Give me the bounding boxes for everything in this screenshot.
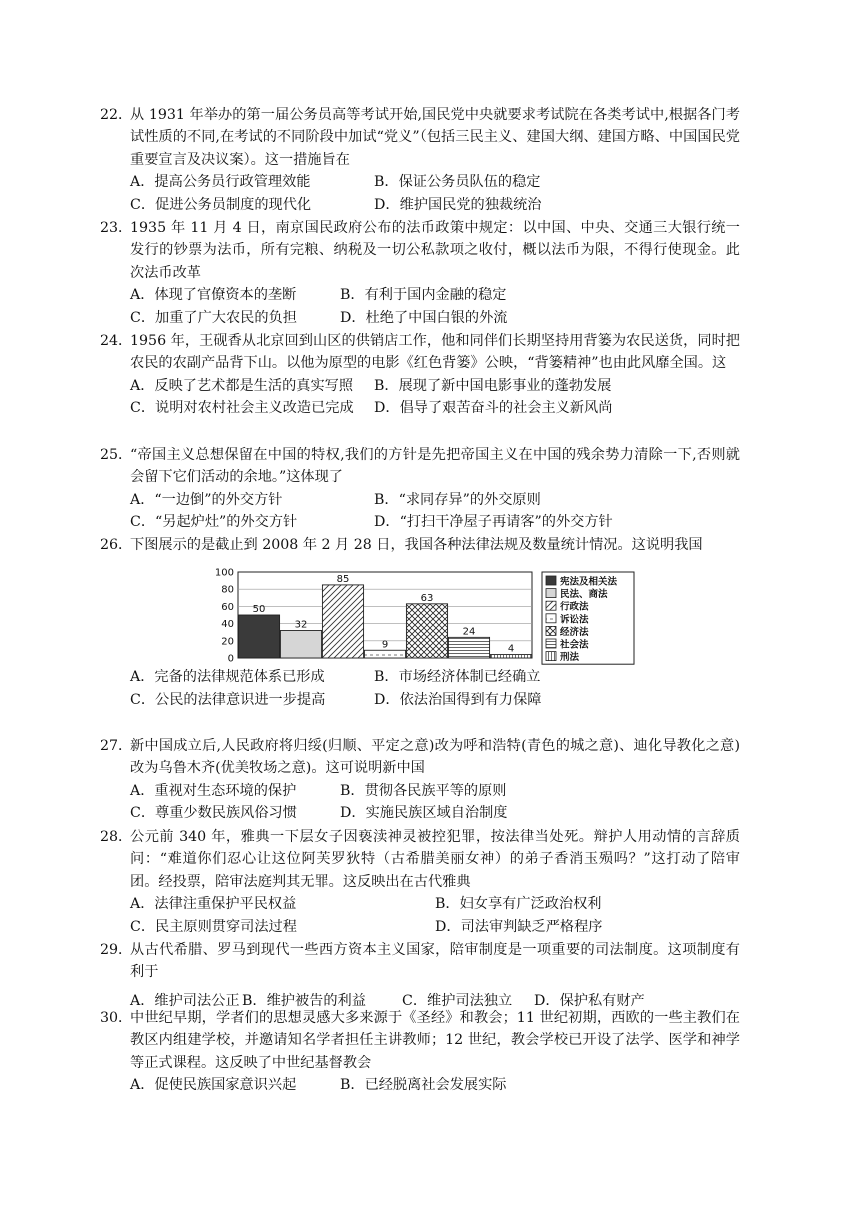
option-c[interactable]: C．加重了广大农民的负担	[130, 309, 297, 326]
question-29	[100, 939, 740, 1012]
y-tick-label: 80	[221, 585, 234, 597]
bar-4	[364, 651, 405, 659]
bar-6	[448, 638, 489, 659]
option-b[interactable]: B．贯彻各民族平等的原则	[340, 782, 507, 799]
question-stem: 1935 年 11 月 4 日，南京国民政府公布的法币政策中规定：以中国、中央、交通三大银行统一发行的钞票为法币，所有完粮、纳税及一切公私款项之收付，概以法币为限，不得行使现金。此次法币改革	[130, 220, 740, 281]
options	[130, 375, 740, 420]
option-a[interactable]: A．“一边倒”的外交方针	[130, 491, 283, 508]
question-22	[100, 104, 740, 216]
option-a[interactable]: A．反映了艺术都是生活的真实写照	[130, 377, 354, 394]
options	[130, 893, 740, 938]
question-27	[100, 735, 740, 825]
question-number: 24．	[100, 333, 133, 349]
data-label: 32	[294, 619, 308, 631]
option-d[interactable]: D．杜绝了中国白银的外流	[340, 309, 508, 326]
question-number: 25．	[100, 447, 133, 463]
option-c[interactable]: C．公民的法律意识进一步提高	[130, 691, 326, 708]
question-number: 26．	[100, 537, 133, 553]
option-b[interactable]: B．妇女享有广泛政治权利	[435, 896, 602, 913]
options	[130, 666, 740, 711]
question-stem: 公元前 340 年，雅典一下层女子因亵渎神灵被控犯罪，按法律当处死。辩护人用动情的言辞质问：“难道你们忍心让这位阿芙罗狄特（古希腊美丽女神）的弟子香消玉殒吗？”这打动了陪审团。经投票，陪审法庭判其无罪。这反映出在古代雅典	[130, 829, 740, 890]
option-c[interactable]: C．维护司法独立	[402, 992, 513, 1009]
bar-1	[238, 615, 279, 658]
option-c[interactable]: C．促进公务员制度的现代化	[130, 196, 312, 213]
option-c[interactable]: C．“另起炉灶”的外交方针	[130, 514, 298, 531]
option-c[interactable]: C．民主原则贯穿司法过程	[130, 918, 297, 935]
bar-chart	[130, 556, 740, 666]
option-a[interactable]: A．体现了官僚资本的垄断	[130, 287, 297, 304]
y-tick-label: 100	[214, 567, 234, 579]
option-b[interactable]: B．有利于国内金融的稳定	[340, 287, 507, 304]
option-a[interactable]: A．维护司法公正	[130, 992, 240, 1009]
legend-label: 行政法	[560, 602, 589, 614]
legend-swatch	[546, 589, 556, 598]
question-stem: “帝国主义总想保留在中国的特权,我们的方针是先把帝国主义在中国的残余势力清除一下,否则就会留下它们活动的余地。”这体现了	[130, 447, 740, 486]
y-tick-label: 60	[221, 602, 234, 614]
option-a[interactable]: A．法律注重保护平民权益	[130, 896, 297, 913]
option-c[interactable]: C．尊重少数民族风俗习惯	[130, 805, 297, 822]
option-d[interactable]: D．“打扫干净屋子再请客”的外交方针	[374, 514, 613, 531]
question-number: 30．	[100, 1010, 133, 1026]
option-d[interactable]: D．司法审判缺乏严格程序	[435, 918, 603, 935]
options	[130, 780, 740, 825]
question-number: 22．	[100, 107, 133, 123]
legend-label: 民法、商法	[560, 589, 608, 601]
legend-label: 经济法	[560, 627, 589, 639]
option-b[interactable]: B．展现了新中国电影事业的蓬勃发展	[374, 377, 612, 394]
option-c[interactable]: C．说明对农村社会主义改造已完成	[130, 400, 354, 417]
legend-swatch	[546, 614, 556, 623]
option-b[interactable]: B．市场经济体制已经确立	[374, 669, 541, 686]
option-b[interactable]: B．维护被告的利益	[242, 992, 366, 1009]
option-d[interactable]: D．倡导了艰苦奋斗的社会主义新风尚	[374, 400, 613, 417]
legend-swatch	[546, 639, 556, 648]
legend-swatch	[546, 627, 556, 636]
question-26	[100, 534, 740, 711]
y-tick-label: 20	[221, 636, 234, 648]
legend-swatch	[546, 602, 556, 611]
data-label: 9	[381, 639, 389, 651]
question-stem: 下图展示的是截止到 2008 年 2 月 28 日，我国各种法律法规及数量统计情况。这说明我国	[130, 537, 703, 553]
legend-label: 诉讼法	[560, 614, 589, 626]
option-d[interactable]: D．依法治国得到有力保障	[374, 691, 542, 708]
question-stem: 中世纪早期，学者们的思想灵感大多来源于《圣经》和教会；11 世纪初期，西欧的一些主教们在教区内组建学校，并邀请知名学者担任主讲教师；12 世纪，教会学校已开设了法学、医学和神学等正式课程。这反映了中世纪基督教会	[130, 1010, 740, 1071]
question-24	[100, 330, 740, 420]
data-label: 24	[462, 626, 476, 638]
bar-3	[322, 585, 363, 658]
question-stem: 1956 年，王砚香从北京回到山区的供销店工作，他和同伴们长期坚持用背篓为农民送货，同时把农民的农副产品背下山。以他为原型的电影《红色背篓》公映，“背篓精神”也由此风靡全国。这	[130, 333, 740, 372]
bar-5	[406, 604, 447, 658]
bar-2	[280, 631, 321, 659]
question-stem: 从古代希腊、罗马到现代一些西方资本主义国家，陪审制度是一项重要的司法制度。这项制度有利于	[130, 942, 740, 981]
question-number: 29．	[100, 942, 133, 958]
option-a[interactable]: A．完备的法律规范体系已形成	[130, 669, 325, 686]
legend-label: 刑法	[560, 652, 580, 664]
question-23	[100, 217, 740, 329]
question-number: 27．	[100, 738, 133, 754]
legend-swatch	[546, 576, 556, 585]
options	[130, 171, 740, 216]
question-28	[100, 826, 740, 938]
options	[130, 489, 740, 534]
option-a[interactable]: A．促使民族国家意识兴起	[130, 1077, 297, 1094]
data-label: 50	[252, 604, 266, 616]
option-a[interactable]: A．提高公务员行政管理效能	[130, 174, 311, 191]
option-d[interactable]: D．实施民族区域自治制度	[340, 805, 508, 822]
question-30	[100, 1007, 740, 1097]
question-stem: 从 1931 年举办的第一届公务员高等考试开始,国民党中央就要求考试院在各类考试中,根据各门考试性质的不同,在考试的不同阶段中加试“党义”（包括三民主义、建国大纲、建国方略、中国国民党重要宣言及决议案）。这一措施旨在	[130, 107, 740, 168]
y-tick-label: 0	[227, 653, 234, 665]
options	[130, 1074, 740, 1096]
option-d[interactable]: D．保护私有财产	[534, 992, 645, 1009]
data-label: 85	[336, 574, 350, 586]
bar-7	[490, 655, 531, 658]
question-stem: 新中国成立后,人民政府将归绥(归顺、平定之意)改为呼和浩特(青色的城之意)、迪化导教化之意)改为乌鲁木齐(优美牧场之意)。这可说明新中国	[130, 738, 740, 777]
option-b[interactable]: B．已经脱离社会发展实际	[340, 1077, 507, 1094]
option-b[interactable]: B．保证公务员队伍的稳定	[374, 174, 541, 191]
option-b[interactable]: B．“求同存异”的外交原则	[374, 491, 541, 508]
data-label: 63	[420, 593, 434, 605]
question-25	[100, 444, 740, 534]
question-number: 28．	[100, 829, 133, 845]
legend-swatch	[546, 652, 556, 661]
options	[130, 284, 740, 329]
question-number: 23．	[100, 220, 133, 236]
data-label: 4	[507, 643, 515, 655]
legend-label: 宪法及相关法	[560, 576, 618, 588]
y-tick-label: 40	[221, 619, 234, 631]
option-a[interactable]: A．重视对生态环境的保护	[130, 782, 297, 799]
option-d[interactable]: D．维护国民党的独裁统治	[374, 196, 542, 213]
law-statistics-chart	[130, 556, 740, 666]
legend-label: 社会法	[560, 639, 589, 651]
